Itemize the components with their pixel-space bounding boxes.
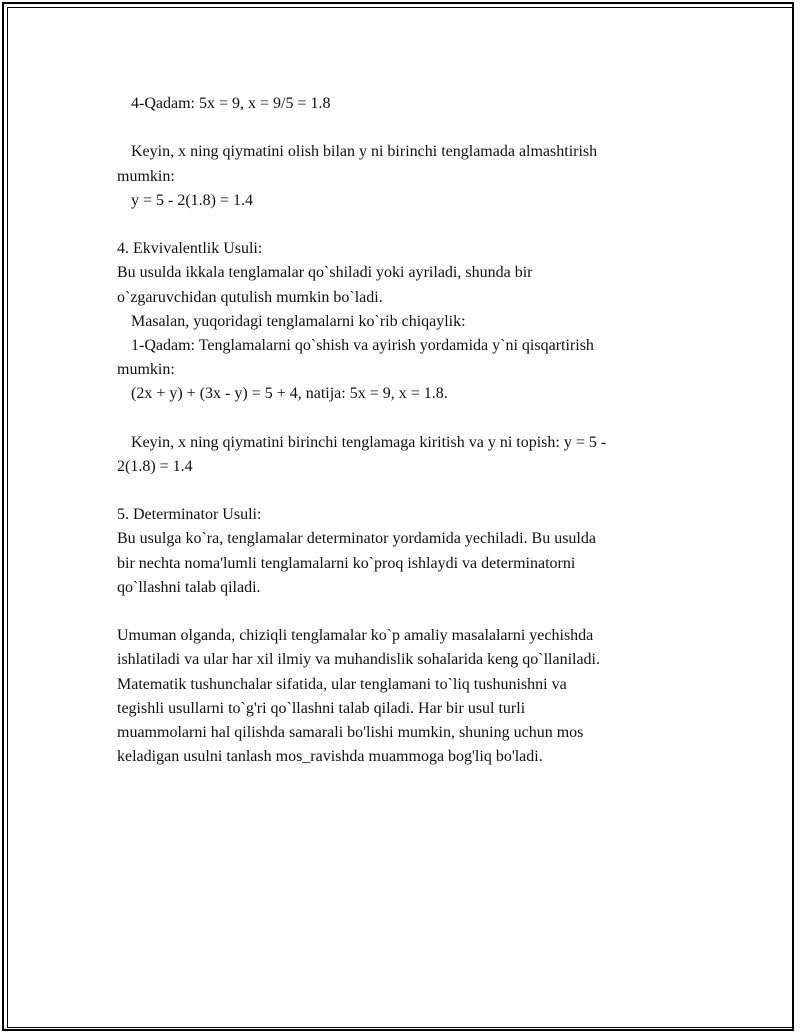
text-line: Keyin, x ning qiymatini olish bilan y ni birinchi tenglamada almashtirish bbox=[131, 143, 598, 161]
text-line: tegishli usullarni to`g'ri qo`llashni talab qiladi. Har bir usul turli bbox=[117, 699, 526, 717]
text-line: qo`llashni talab qiladi. bbox=[117, 578, 261, 596]
text-line: Bu usulga ko`ra, tenglamalar determinator yordamida yechiladi. Bu usulda bbox=[117, 530, 596, 548]
text-line: Umuman olganda, chiziqli tenglamalar ko`p amaliy masalalarni yechishda bbox=[117, 627, 594, 645]
text-line: (2x + y) + (3x - y) = 5 + 4, natija: 5x = 9, x = 1.8. bbox=[131, 385, 448, 403]
text-line: muammolarni hal qilishda samarali bo'lishi mumkin, shuning uchun mos bbox=[117, 723, 584, 741]
blank-line bbox=[117, 213, 687, 237]
text-line: Masalan, yuqoridagi tenglamalarni ko`rib chiqaylik: bbox=[131, 312, 466, 330]
text-line: 4-Qadam: 5x = 9, x = 9/5 = 1.8 bbox=[131, 95, 331, 112]
text-line: y = 5 - 2(1.8) = 1.4 bbox=[131, 191, 254, 209]
text-line: 1-Qadam: Tenglamalarni qo`shish va ayirish yordamida y`ni qisqartirish bbox=[131, 336, 594, 354]
blank-line bbox=[117, 116, 687, 140]
text-line: o`zgaruvchidan qutulish mumkin bo`ladi. bbox=[117, 288, 383, 306]
text-line: ishlatiladi va ular har xil ilmiy va muhandislik sohalarida keng qo`llaniladi. bbox=[117, 651, 600, 669]
text-line: 2(1.8) = 1.4 bbox=[117, 457, 193, 475]
text-line: Matematik tushunchalar sifatida, ular tenglamani to`liq tushunishni va bbox=[117, 675, 567, 693]
text-line: keladigan usulni tanlash mos_ravishda muammoga bog'liq bo'ladi. bbox=[117, 748, 543, 766]
blank-line bbox=[117, 479, 687, 503]
section-heading: 5. Determinator Usuli: bbox=[117, 506, 262, 524]
text-line: Bu usulda ikkala tenglamalar qo`shiladi yoki ayriladi, shunda bir bbox=[117, 264, 533, 282]
blank-line bbox=[117, 406, 687, 430]
text-line: bir nechta noma'lumli tenglamalarni ko`proq ishlaydi va determinatorni bbox=[117, 554, 576, 572]
section-heading: 4. Ekvivalentlik Usuli: bbox=[117, 240, 263, 258]
text-line: mumkin: bbox=[117, 167, 175, 185]
blank-line bbox=[117, 600, 687, 624]
text-line: mumkin: bbox=[117, 361, 175, 379]
text-line: Keyin, x ning qiymatini birinchi tenglamaga kiritish va y ni topish: y = 5 - bbox=[131, 433, 607, 451]
document-body bbox=[117, 92, 687, 769]
